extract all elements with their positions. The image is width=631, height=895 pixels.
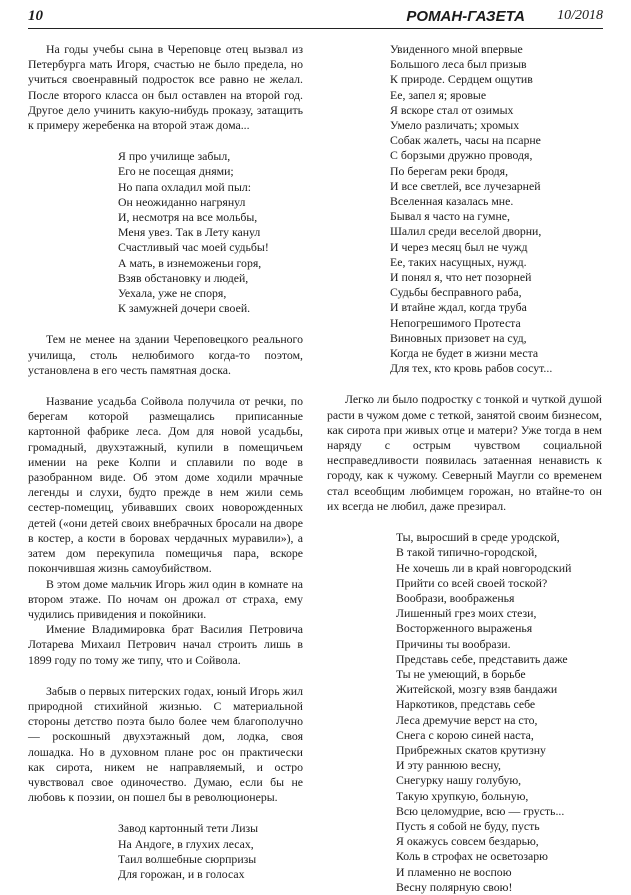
- poem-line: Прийти со всей своей тоской?: [396, 575, 548, 590]
- poem-line: Ее, запел я; яровые: [390, 87, 487, 102]
- poem-line: Прибрежных скатов крутизну: [396, 742, 546, 757]
- poem-line: Не хочешь ли в край новгородский: [396, 560, 572, 575]
- poem-line: Завод картонный тети Лизы: [118, 821, 259, 836]
- poem-line: Я окажусь совсем бездарью,: [396, 834, 539, 849]
- poem-block: [28, 149, 303, 316]
- poem-line: Меня увез. Так в Лету канул: [118, 225, 261, 240]
- poem-line: Всю целомудрие, всю — грусть...: [396, 803, 565, 818]
- poem-line: И через месяц был не чужд: [390, 239, 528, 254]
- poem-block: [327, 42, 602, 376]
- poem-line: Восторженного выраженья: [396, 621, 533, 636]
- poem-line: Счастливый час моей судьбы!: [118, 240, 269, 255]
- poem-line: К замужней дочери своей.: [118, 301, 251, 316]
- poem-line: Я про училище забыл,: [118, 149, 231, 164]
- poem-line: Уехала, уже не споря,: [118, 286, 227, 301]
- poem-line: Пусть я собой не буду, пусть: [396, 818, 540, 833]
- poem-line: Причины ты вообрази.: [396, 636, 511, 651]
- poem-line: Таил волшебные сюрпризы: [118, 851, 257, 866]
- poem-line: Собак жалеть, часы на псарне: [390, 133, 541, 148]
- poem-line: Такую хрупкую, больную,: [396, 788, 529, 803]
- page-number: 10: [28, 8, 43, 24]
- poem-line: Коль в строфах не осветозарю: [396, 849, 548, 864]
- poem-line: Взяв обстановку и людей,: [118, 270, 249, 285]
- paragraph: На годы учебы сына в Череповце отец вызвал из Петербурга мать Игоря, счастью не было предела, но учиться своенравный подросток все равно не желал. После второго класса он был оставлен на второй год. Другое дело учинить какую-нибудь проказу, затащить к примеру жеребенка на второй этаж дома...: [28, 42, 303, 133]
- poem-line: По берегам реки бродя,: [390, 163, 509, 178]
- poem-line: Лишенный грез моих стези,: [396, 606, 537, 621]
- poem-line: И эту раннюю весну,: [396, 758, 501, 773]
- poem-line: Ты не умеющий, в борьбе: [396, 666, 526, 681]
- paragraph: В этом доме мальчик Игорь жил один в комнате на втором этаже. По ночам он дрожал от страха, ему чудились привидения и покойники.: [28, 576, 303, 621]
- poem-line: А мать, в изнеможеньи горя,: [118, 255, 262, 270]
- poem-line: Но папа охладил мой пыл:: [118, 179, 252, 194]
- magazine-title: РОМАН-ГАЗЕТА: [406, 8, 525, 25]
- poem-line: И пламенно не воспою: [396, 864, 512, 879]
- poem-line: Бывал я часто на гумне,: [390, 209, 510, 224]
- poem-line: Он неожиданно нагрянул: [118, 194, 246, 209]
- paragraph: Название усадьба Сойвола получила от речки, по берегам которой размещались приписанные картонной фабрике леса. Дом для новой усадьбы, громадный, двухэтажный, купили в помещичьем имении на реке Колпи и сплавили по воде в разобранном виде. Об этом доме ходили мрачные легенды и слухи, будто прежде в нем жили семь сестер-помещиц, убивавших своих новорожденных детей («они детей своих внебрачных бросали на дворе в костер, а кости в боровах чердачных муравили»), а затем дом перекупила помещичья пара, вскоре покончившая жизнь самоубийством.: [28, 394, 303, 576]
- poem-line: Его не посещая днями;: [118, 164, 234, 179]
- poem-line: С борзыми дружно проводя,: [390, 148, 533, 163]
- right-column: [327, 42, 602, 894]
- paragraph: Легко ли было подростку с тонкой и чуткой душой расти в чужом доме с теткой, занятой своим бизнесом, как сирота при живых отце и матери? Уже тогда в нем наряду с острым чувством социальной несправедливости появилась затаенная ненависть к городу, как к чужому. Северный Маугли со временем стал всеобщим любимцем горожан, но втайне-то он их всегда не любил, даже презирал.: [327, 392, 602, 513]
- left-column: [28, 42, 303, 881]
- poem-line: Для тех, кто кровь рабов сосут...: [390, 361, 553, 376]
- page-header: [28, 6, 603, 29]
- poem-line: К природе. Сердцем ощутив: [390, 72, 533, 87]
- poem-line: В такой типично-городской,: [396, 545, 538, 560]
- poem-line: Судьбы бесправного раба,: [390, 285, 522, 300]
- poem-line: Весну полярную свою!: [396, 879, 513, 894]
- poem-block: [28, 821, 303, 882]
- poem-line: И понял я, что нет позорней: [390, 270, 532, 285]
- poem-line: Вселенная казалась мне.: [390, 194, 514, 209]
- paragraph: Имение Владимировка брат Василия Петровича Лотарева Михаил Петрович начал строить лишь в 1899 году по тому же типу, что и Сойвола.: [28, 622, 303, 667]
- poem-line: Непогрешимого Протеста: [390, 315, 521, 330]
- poem-line: Для горожан, и в голосах: [118, 866, 245, 881]
- poem-line: На Андоге, в глухих лесах,: [118, 836, 254, 851]
- poem-line: И все светлей, все лучезарней: [390, 178, 541, 193]
- poem-line: Ее, таких насущных, нужд.: [390, 254, 527, 269]
- poem-line: Наркотиков, представь себе: [396, 697, 536, 712]
- poem-line: Вообрази, воображенья: [396, 590, 515, 605]
- poem-line: Ты, выросший в среде уродской,: [396, 530, 560, 545]
- poem-line: Виновных призовет на суд,: [390, 330, 527, 345]
- poem-line: И, несмотря на все мольбы,: [118, 210, 258, 225]
- poem-line: И втайне ждал, когда труба: [390, 300, 527, 315]
- poem-line: Снегурку нашу голубую,: [396, 773, 522, 788]
- poem-line: Большого леса был призыв: [390, 57, 527, 72]
- poem-line: Житейской, мозгу взяв бандажи: [396, 682, 558, 697]
- poem-line: Шалил среди веселой дворни,: [390, 224, 542, 239]
- paragraph: Забыв о первых питерских годах, юный Игорь жил природной стихийной жизнью. С материальной стороны детство поэта было более чем благополучно — роскошный двухэтажный дом, лодка, своя лошадка. Но в духовном плане рос он практически как сирота, никем не направляемый, и остро чувствовал свое одиночество. Думаю, если бы не любовь к поэзии, он пошел бы в революционеры.: [28, 683, 303, 805]
- poem-line: Я вскоре стал от озимых: [390, 102, 514, 117]
- poem-line: Когда не будет в жизни места: [390, 346, 539, 361]
- poem-line: Умело различать; хромых: [390, 118, 520, 133]
- poem-line: Увиденного мной впервые: [390, 42, 523, 56]
- poem-line: Снега с корою синей наста,: [396, 727, 534, 742]
- poem-block: [327, 530, 602, 895]
- paragraph: Тем не менее на здании Череповецкого реального училища, столь нелюбимого когда-то поэтом, установлена в его честь памятная доска.: [28, 332, 303, 377]
- poem-line: Леса дремучие верст на сто,: [396, 712, 538, 727]
- poem-line: Представь себе, представить даже: [396, 651, 568, 666]
- issue-number: 10/2018: [557, 8, 603, 23]
